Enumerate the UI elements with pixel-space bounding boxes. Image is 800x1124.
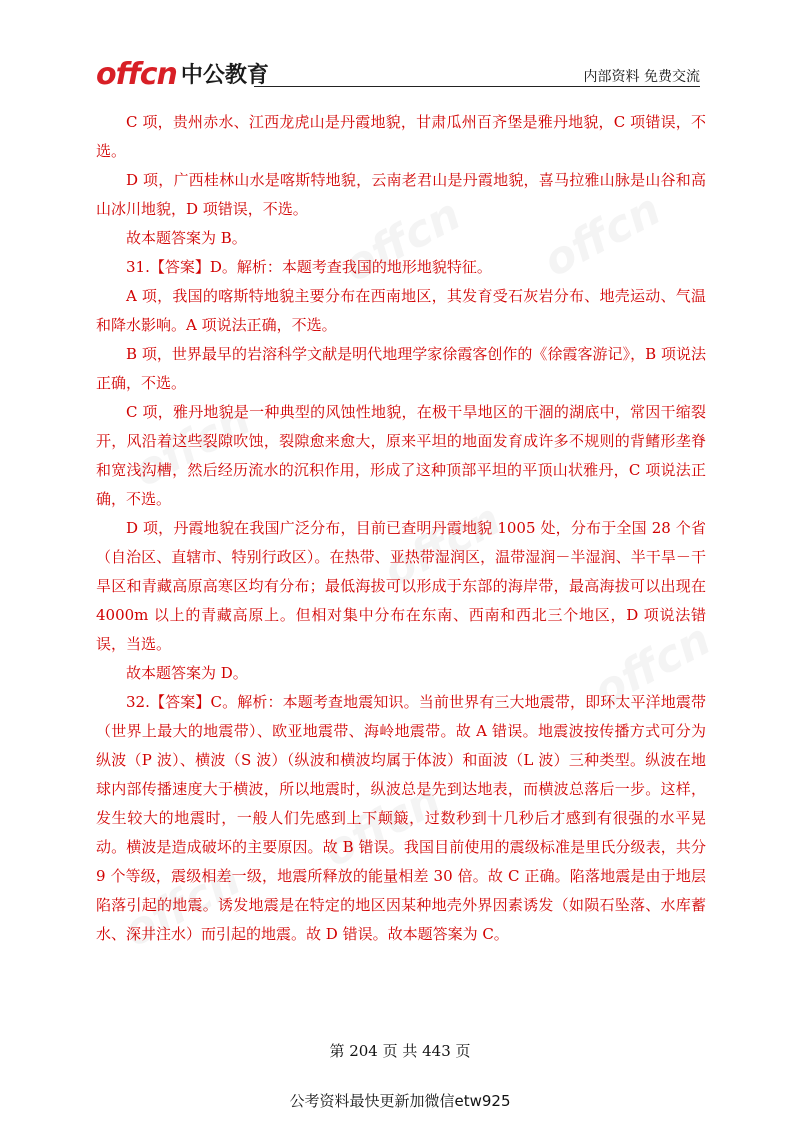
paragraph: B 项，世界最早的岩溶科学文献是明代地理学家徐霞客创作的《徐霞客游记》，B 项说法正确，不选。	[96, 345, 706, 392]
page-number: 第 204 页 共 443 页	[329, 1042, 471, 1060]
page-header	[96, 56, 700, 90]
paragraph: D 项，广西桂林山水是喀斯特地貌，云南老君山是丹霞地貌，喜马拉雅山脉是山谷和高山冰川地貌，D 项错误，不选。	[96, 171, 706, 218]
paragraph: 故本题答案为 B。	[126, 229, 247, 247]
logo-text-en: offcn	[96, 57, 177, 92]
paragraph: D 项，丹霞地貌在我国广泛分布，目前已查明丹霞地貌 1005 处，分布于全国 28 个省（自治区、直辖市、特别行政区）。在热带、亚热带湿润区，温带湿润－半湿润、半干旱－干旱区和青藏高原高寒区均有分布；最低海拔可以形成于东部的海岸带，最高海拔可以出现在 4000m 以上的青藏高原上。但相对集中分布在东南、西南和西北三个地区，D 项说法错误，当选。	[96, 519, 706, 653]
footer-note: 公考资料最快更新加微信etw925	[289, 1092, 511, 1110]
document-body	[96, 108, 706, 949]
header-caption: 内部资料 免费交流	[583, 69, 700, 85]
paragraph: C 项，雅丹地貌是一种典型的风蚀性地貌，在极干旱地区的干涸的湖底中，常因干缩裂开，风沿着这些裂隙吹蚀，裂隙愈来愈大，原来平坦的地面发育成许多不规则的背鳍形垄脊和宽浅沟槽，然后经历流水的沉积作用，形成了这种顶部平坦的平顶山状雅丹，C 项说法正确，不选。	[96, 403, 706, 508]
offcn-logo	[96, 56, 269, 90]
logo-text-cn: 中公教育	[180, 63, 269, 88]
paragraph: 故本题答案为 D。	[126, 664, 248, 682]
paragraph: 32.【答案】C。解析：本题考查地震知识。当前世界有三大地震带，即环太平洋地震带（世界上最大的地震带）、欧亚地震带、海岭地震带。故 A 错误。地震波按传播方式可分为纵波（P 波）、横波（S 波）（纵波和横波均属于体波）和面波（L 波）三种类型。纵波在地球内部传播速度大于横波，所以地震时，纵波总是先到达地表，而横波总落后一步。这样，发生较大的地震时，一般人们先感到上下颠簸，过数秒到十几秒后才感到有很强的水平晃动。横波是造成破坏的主要原因。故 B 错误。我国目前使用的震级标准是里氏分级表，共分 9 个等级，震级相差一级，地震所释放的能量相差 30 倍。故 C 正确。陷落地震是由于地层陷落引起的地震。诱发地震是在特定的地区因某种地壳外界因素诱发（如陨石坠落、水库蓄水、深井注水）而引起的地震。故 D 错误。故本题答案为 C。	[96, 693, 706, 943]
paragraph: C 项，贵州赤水、江西龙虎山是丹霞地貌，甘肃瓜州百齐堡是雅丹地貌，C 项错误，不选。	[96, 113, 706, 160]
header-divider	[254, 86, 700, 87]
paragraph: A 项，我国的喀斯特地貌主要分布在西南地区，其发育受石灰岩分布、地壳运动、气温和降水影响。A 项说法正确，不选。	[96, 287, 706, 334]
paragraph: 31.【答案】D。解析：本题考查我国的地形地貌特征。	[126, 258, 492, 276]
